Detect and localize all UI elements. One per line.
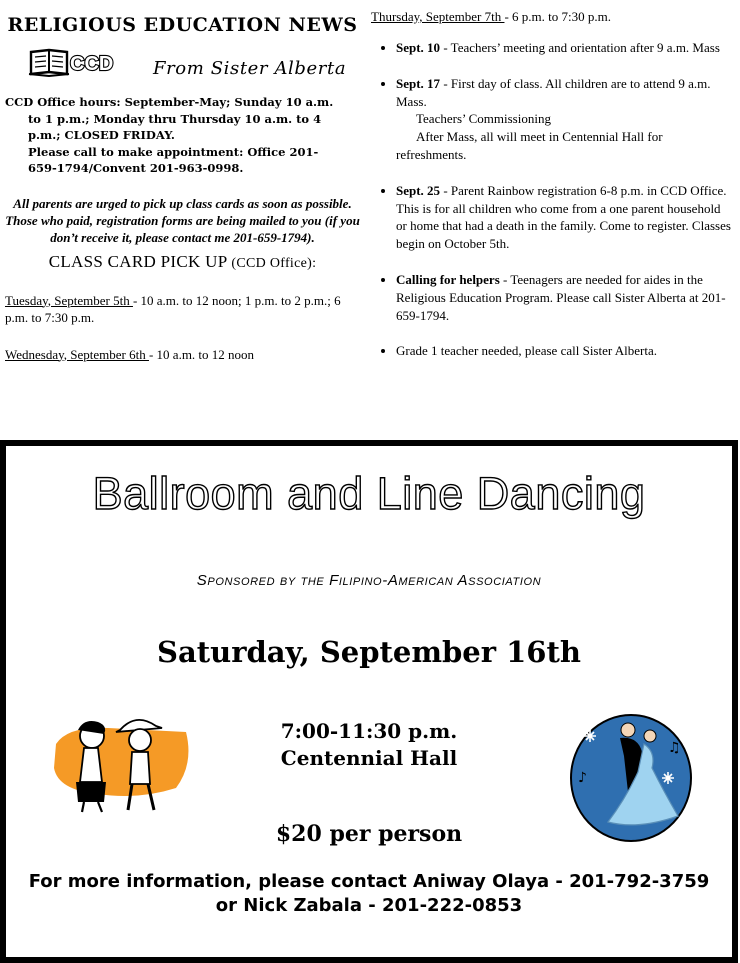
ccd-book-logo-icon — [27, 46, 122, 80]
schedule-times: - 6 p.m. to 7:30 p.m. — [504, 9, 611, 24]
event-date: Saturday, September 16th — [157, 635, 581, 669]
item-sub-line: After Mass, all will meet in Centennial Hall for — [416, 129, 663, 145]
office-hours — [5, 94, 360, 177]
item-text: - First day of class. All children are to attend 9 a.m. Mass. — [396, 75, 711, 109]
right-column — [371, 8, 733, 378]
left-column — [5, 14, 360, 363]
schedule-times: - 10 a.m. to 12 noon — [148, 346, 255, 362]
list-item — [396, 182, 733, 253]
contact-info — [6, 870, 732, 918]
item-text: Grade 1 teacher needed, please call Sister Alberta. — [396, 343, 657, 359]
schedule-thursday — [371, 8, 733, 25]
from-row — [5, 46, 360, 90]
schedule-day: Wednesday, September 6th — [5, 346, 149, 362]
schedule-day: Thursday, September 7th — [371, 9, 505, 24]
dance-flyer — [0, 440, 738, 963]
event-venue: Centennial Hall — [280, 746, 458, 770]
hours-line-5: 659-1794/Convent 201-963-0998. — [28, 161, 244, 175]
ballroom-dancers-clipart-icon — [568, 712, 694, 844]
class-card-heading-text: CLASS CARD PICK UP — [48, 251, 227, 271]
item-date: Sept. 25 — [396, 182, 441, 198]
list-item — [396, 271, 733, 324]
hours-line-4: Please call to make appointment: Office 201- — [28, 144, 319, 159]
from-sister-alberta: From Sister Alberta — [153, 58, 347, 79]
list-item — [396, 39, 733, 57]
item-text: - Teenagers are needed for aides in the Religious Education Program. Please call Sister Alberta at 201-659-1794. — [396, 271, 726, 323]
schedule-day: Tuesday, September 5th — [5, 292, 133, 308]
item-text: - Parent Rainbow registration 6-8 p.m. in CCD Office. This is for all children who come from a one parent household or home that had a death in the family. Come to register. Classes begin on October 5th. — [396, 182, 731, 252]
item-date: Sept. 17 — [396, 75, 441, 91]
parents-notice: All parents are urged to pick up class cards as soon as possible. Those who paid, registration forms are being mailed to you (if you don’t receive it, please contact me 201-659-1794). — [5, 195, 360, 245]
hours-line-1: CCD Office hours: September-May; Sunday 10 a.m. — [5, 95, 334, 109]
event-price: $20 per person — [275, 821, 463, 847]
item-date: Calling for helpers — [396, 271, 500, 287]
contact-line-2: or Nick Zabala - 201-222-0853 — [215, 895, 523, 916]
item-sub-line: Teachers’ Commissioning — [416, 111, 551, 127]
list-item — [396, 342, 733, 360]
schedule-wednesday — [5, 346, 360, 363]
item-tail: refreshments. — [396, 146, 467, 162]
flyer-title: Ballroom and Line Dancing — [92, 468, 646, 519]
announcement-list — [371, 39, 733, 360]
page-title: RELIGIOUS EDUCATION NEWS — [7, 14, 358, 36]
ccd-logo-text: CCD — [70, 53, 114, 75]
class-card-heading — [5, 252, 360, 272]
class-card-heading-paren: (CCD Office): — [231, 255, 317, 271]
item-date: Sept. 10 — [396, 40, 441, 55]
svg-text:♪: ♪ — [578, 770, 587, 786]
hours-line-2: to 1 p.m.; Monday thru Thursday 10 a.m. to 4 — [28, 111, 322, 126]
svg-text:♫: ♫ — [668, 740, 681, 756]
item-text: - Teachers’ meeting and orientation after 9 a.m. Mass — [440, 40, 720, 55]
contact-line-1: For more information, please contact Aniway Olaya - 201-792-3759 — [28, 871, 710, 892]
list-item — [396, 75, 733, 164]
schedule-times: - 10 a.m. to 12 noon; 1 p.m. to 2 p.m.; 6 p.m. to 7:30 p.m. — [5, 292, 341, 325]
hours-line-3: p.m.; CLOSED FRIDAY. — [28, 128, 175, 142]
flyer-sponsor: Sponsored by the Filipino-American Association — [196, 572, 542, 589]
event-time: 7:00-11:30 p.m. — [280, 719, 458, 743]
schedule-tuesday — [5, 292, 360, 326]
line-dancers-clipart-icon — [48, 704, 193, 816]
